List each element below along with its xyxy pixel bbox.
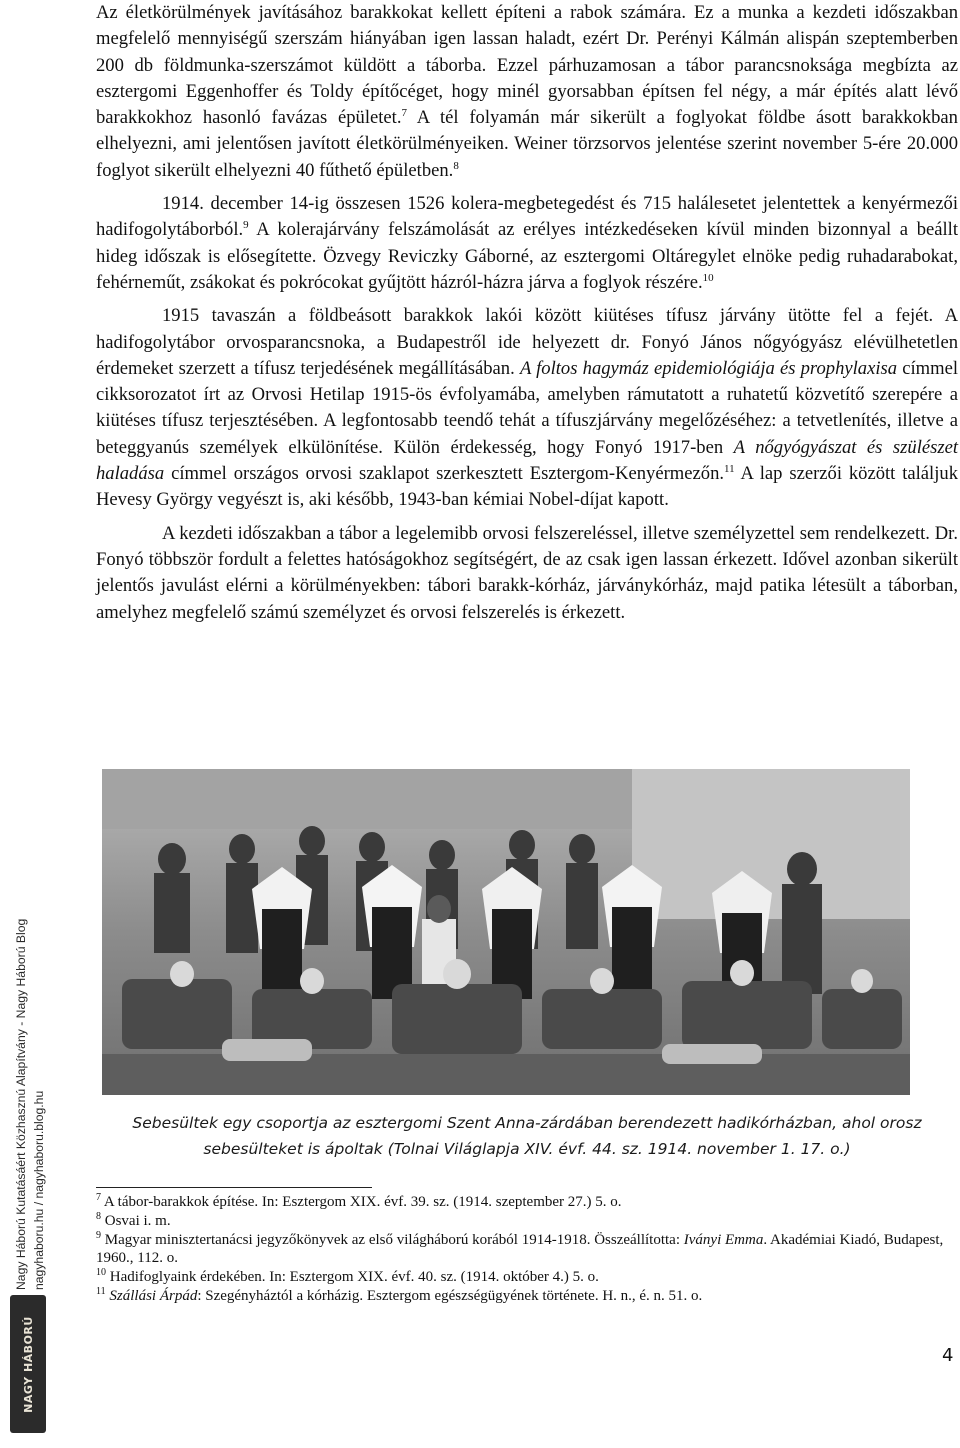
- text-run: A kolerajárvány felszámolását az erélyes intézkedéseken kívül minden bizonnyal a beállt hideg időszak is elősegítette. Özvegy Reviczky Gáborné, az esztergomi Oltáregylet elnöke pedig ruhadarabokat, fehérneműt, zsákokat és pokrócokat gyűjtött házról-házra járva a foglyok részére.: [96, 219, 958, 293]
- sidebar-line-urls: nagyhaboru.hu / nagyhaboru.blog.hu: [32, 1090, 46, 1290]
- footnotes: [96, 1193, 958, 1306]
- italic-title: Szállási Árpád: [109, 1287, 198, 1304]
- footnote-number: 7: [96, 1192, 101, 1203]
- text-run: A tél folyamán már sikerült a foglyokat földbe ásott barakkokban elhelyezni, ami jelentősen javított életkörülményeiken. Weiner törzsorvos jelentése szerint november 5-ére 20.000 foglyot sikerült elhelyezni 40 fűthető épületben.: [96, 107, 958, 181]
- paragraph: [96, 0, 958, 184]
- text-run: A tábor-barakkok építése. In: Esztergom XIX. évf. 39. sz. (1914. szeptember 27.) 5. o.: [101, 1194, 622, 1210]
- footnote-reference: 9: [243, 219, 249, 232]
- page-number: 4: [942, 1345, 954, 1366]
- italic-title: A nőgyógyászat és szülészet haladása: [96, 436, 959, 485]
- footnote: [96, 1287, 958, 1306]
- text-run: címmel országos orvosi szaklapot szerkesztett Esztergom-Kenyérmezőn.: [164, 463, 725, 485]
- text-run: Az életkörülmények javításához barakkokat kellett építeni a rabok számára. Ez a munka a kezdeti időszakban megfelelő mennyiségű szerszám hiányában igen lassan haladt, ezért Dr. Perényi Kálmán alispán szeptemberben 200 db földmunka-szerszámot küldött a táborba. Ezzel párhuzamosan a tábor parancsnoksága megbízta az esztergomi Eggenhoffer és Toldy építőcéget, hogy minél gyorsabban építsen fel négy, a már építés alatt lévő barakkokhoz hasonló favázas épületet.: [96, 2, 958, 129]
- footnote-reference: 10: [702, 271, 714, 284]
- text-run: A kezdeti időszakban a tábor a legelemibb orvosi felszereléssel, illetve személyzettel sem rendelkezett. Dr. Fonyó többször fordult a felettes hatóságokhoz segítségért, de az csak igen lassan érkezett. Idővel azonban sikerült jelentős javulást elérni a körülményekben: tábori barakk-kórház, járványkórház, majd patika létesült a táborban, amelyhez megfelelő számú személyzet és orvosi felszerelés is érkezett.: [96, 522, 958, 623]
- paragraph: [96, 303, 958, 513]
- photo-caption: [96, 1110, 958, 1162]
- text-run: Hadifoglyaink érdekében. In: Esztergom XIX. évf. 40. sz. (1914. október 4.) 5. o.: [106, 1269, 599, 1286]
- text-run: A lap szerzői között találjuk Hevesy György vegyészt is, aki később, 1943-ban kémiai Nobel-díjat kapott.: [96, 463, 958, 511]
- footnote-number: 11: [96, 1285, 106, 1297]
- footnote-number: 9: [96, 1229, 101, 1241]
- footnote: [96, 1231, 958, 1269]
- sidebar-line-foundation: Nagy Háború Kutatásáért Közhasznú Alapítvány - Nagy Háború Blog: [14, 918, 28, 1290]
- article-body: [96, 0, 958, 626]
- paragraph: [96, 191, 958, 296]
- text-run: címmel cikksorozatot írt az Orvosi Hetilap 1915-ös évfolyamába, amelyben rámutatott a ruhatetű közvetítő szerepére a kiütéses tífusz terjesztésében. A legfontosabb teendő tehát a tífuszjárvány megelőzéséhez: a tetvetlenítés, illetve a beteggyanús személyek elkülönítése. Külön érdekesség, hogy Fonyó 1917-ben: [96, 357, 958, 458]
- footnote-reference: 7: [401, 107, 407, 119]
- text-run: . Akadémiai Kiadó, Budapest, 1960., 112. o.: [96, 1231, 944, 1267]
- footnote-separator: [96, 1187, 372, 1188]
- footnote-number: 8: [96, 1210, 101, 1222]
- italic-title: Iványi Emma: [683, 1231, 764, 1248]
- text-run: 1915 tavaszán a földbeásott barakkok lakói között kiütéses tífusz járvány ütötte fel a fejét. A hadifogolytábor orvosparancsnoka, a Budapestről ide helyezett dr. Fonyó János nőgyógyász elévülhetetlen érdemeket szerzett a tífusz terjedésének megállításában.: [96, 305, 958, 379]
- footnote: [96, 1193, 958, 1212]
- text-run: : Szegényháztól a kórházig. Esztergom egészségügyének története. H. n., é. n. 51. o.: [197, 1287, 703, 1304]
- footnote: [96, 1268, 958, 1287]
- footnote: [96, 1212, 958, 1231]
- caption-line: sebesülteket is ápoltak (Tolnai Világlapja XIV. évf. 44. sz. 1914. november 1. 17. o.): [203, 1140, 851, 1158]
- footnote-number: 10: [96, 1267, 106, 1279]
- text-run: Osvai i. m.: [101, 1212, 171, 1229]
- italic-title: A foltos hagymáz epidemiológiája és prophylaxisa: [519, 357, 898, 379]
- paragraph: [96, 521, 958, 626]
- sidebar-watermark: [12, 919, 48, 1290]
- logo-text: NAGY HÁBORÚ: [21, 1315, 35, 1413]
- text-run: Magyar minisztertanácsi jegyzőkönyvek az első világháború korából 1914-1918. Összeállította:: [101, 1231, 684, 1248]
- footnote-reference: 8: [453, 159, 459, 172]
- text-run: 1914. december 14-ig összesen 1526 kolera-megbetegedést és 715 halálesetet jelentettek a kenyérmezői hadifogolytáborból.: [96, 193, 958, 241]
- nagy-haboru-logo: [10, 1295, 46, 1433]
- photo-illustration: [102, 769, 910, 1095]
- historical-group-photo: [102, 769, 910, 1095]
- footnote-reference: 11: [724, 462, 735, 475]
- caption-line: Sebesültek egy csoportja az esztergomi Szent Anna-zárdában berendezett hadikórházban, ahol orosz: [132, 1114, 922, 1132]
